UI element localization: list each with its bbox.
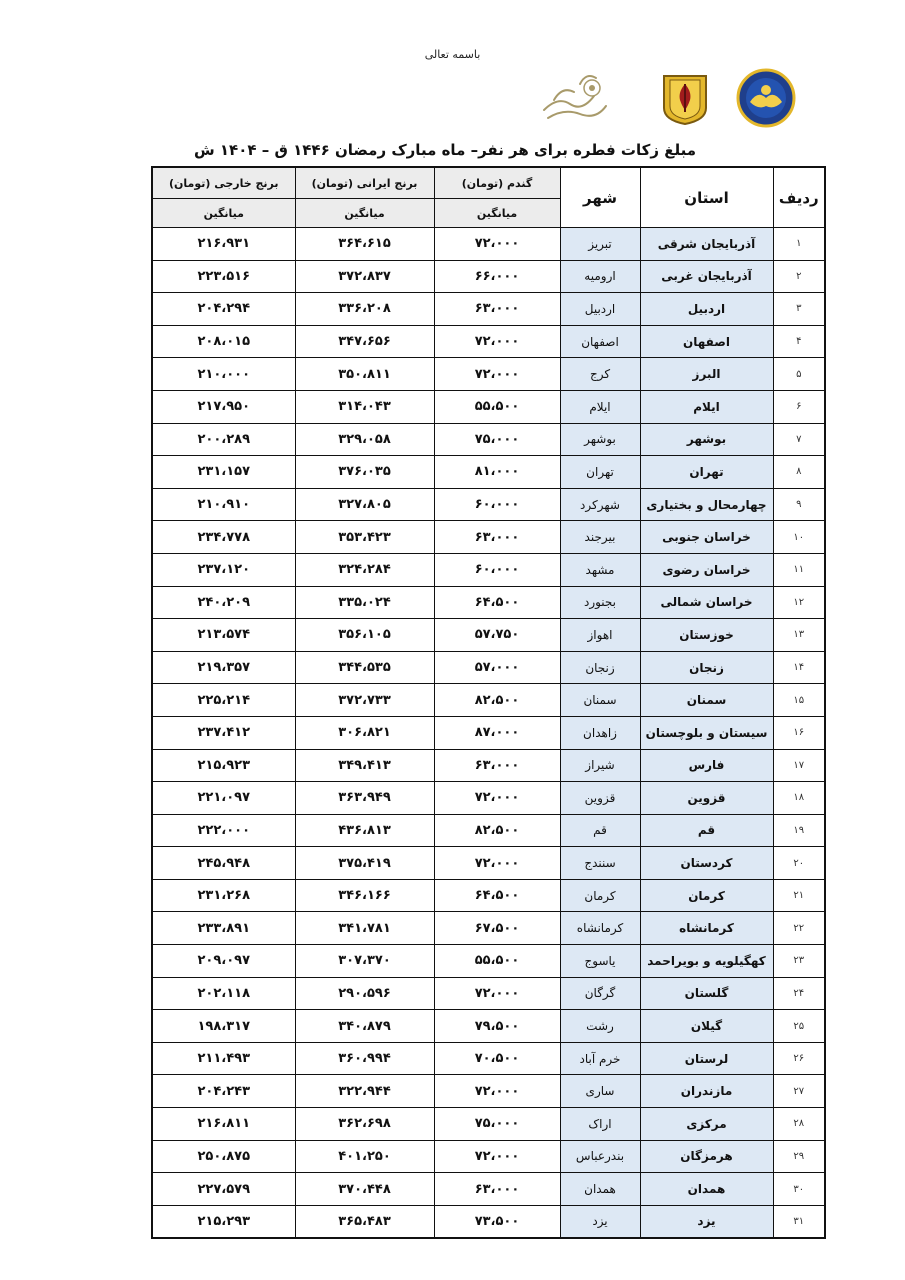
row-number: ۷ xyxy=(773,423,825,456)
foreign-rice-price-cell: ۲۱۰،۹۱۰ xyxy=(152,488,295,521)
foreign-rice-price-cell: ۲۰۰،۲۸۹ xyxy=(152,423,295,456)
table-row xyxy=(152,1205,825,1238)
province-cell: خراسان رضوی xyxy=(640,553,773,586)
zakat-table xyxy=(151,166,826,1239)
zakat-table-body xyxy=(152,228,825,1238)
province-cell: زنجان xyxy=(640,651,773,684)
city-cell: یاسوج xyxy=(560,945,640,978)
iranian-rice-price-cell: ۳۷۰،۴۴۸ xyxy=(295,1173,434,1206)
city-cell: بوشهر xyxy=(560,423,640,456)
city-cell: اردبیل xyxy=(560,293,640,326)
iranian-rice-price-cell: ۳۵۳،۴۲۳ xyxy=(295,521,434,554)
header-iranian-rice: برنج ایرانی (تومان) xyxy=(295,167,434,199)
row-number: ۲۴ xyxy=(773,977,825,1010)
table-row xyxy=(152,879,825,912)
row-number: ۲۲ xyxy=(773,912,825,945)
imam-khomeini-relief-logo xyxy=(736,68,796,128)
province-cell: گیلان xyxy=(640,1010,773,1043)
city-cell: بیرجند xyxy=(560,521,640,554)
header-foreign-rice-average: میانگین xyxy=(152,199,295,228)
foreign-rice-price-cell: ۲۱۷،۹۵۰ xyxy=(152,390,295,423)
city-cell: قم xyxy=(560,814,640,847)
city-cell: سنندج xyxy=(560,847,640,880)
row-number: ۲۰ xyxy=(773,847,825,880)
wheat-price-cell: ۷۵،۰۰۰ xyxy=(434,1108,560,1141)
city-cell: ساری xyxy=(560,1075,640,1108)
salutation: باسمه تعالی xyxy=(424,48,481,61)
city-cell: گرگان xyxy=(560,977,640,1010)
table-row xyxy=(152,977,825,1010)
table-row xyxy=(152,847,825,880)
table-row xyxy=(152,553,825,586)
table-row xyxy=(152,1010,825,1043)
province-cell: اصفهان xyxy=(640,325,773,358)
row-number: ۱۶ xyxy=(773,716,825,749)
header-wheat: گندم (تومان) xyxy=(434,167,560,199)
city-cell: بجنورد xyxy=(560,586,640,619)
foreign-rice-price-cell: ۲۳۱،۱۵۷ xyxy=(152,456,295,489)
foreign-rice-price-cell: ۱۹۸،۳۱۷ xyxy=(152,1010,295,1043)
wheat-price-cell: ۶۳،۰۰۰ xyxy=(434,1173,560,1206)
iranian-rice-price-cell: ۳۶۴،۶۱۵ xyxy=(295,228,434,261)
row-number: ۲۸ xyxy=(773,1108,825,1141)
province-cell: فارس xyxy=(640,749,773,782)
province-cell: هرمزگان xyxy=(640,1140,773,1173)
foreign-rice-price-cell: ۲۲۲،۰۰۰ xyxy=(152,814,295,847)
table-row xyxy=(152,814,825,847)
foreign-rice-price-cell: ۲۳۷،۴۱۲ xyxy=(152,716,295,749)
iranian-rice-price-cell: ۳۶۰،۹۹۴ xyxy=(295,1042,434,1075)
iranian-rice-price-cell: ۲۹۰،۵۹۶ xyxy=(295,977,434,1010)
wheat-price-cell: ۷۲،۰۰۰ xyxy=(434,358,560,391)
city-cell: مشهد xyxy=(560,553,640,586)
header-foreign-rice: برنج خارجی (تومان) xyxy=(152,167,295,199)
row-number: ۳ xyxy=(773,293,825,326)
table-row xyxy=(152,912,825,945)
row-number: ۱۴ xyxy=(773,651,825,684)
table-row xyxy=(152,619,825,652)
province-cell: سمنان xyxy=(640,684,773,717)
foreign-rice-price-cell: ۲۰۴،۲۴۳ xyxy=(152,1075,295,1108)
iranian-rice-price-cell: ۳۳۵،۰۲۴ xyxy=(295,586,434,619)
table-row xyxy=(152,586,825,619)
iranian-rice-price-cell: ۳۷۲،۸۳۷ xyxy=(295,260,434,293)
iranian-rice-price-cell: ۳۰۶،۸۲۱ xyxy=(295,716,434,749)
wheat-price-cell: ۷۹،۵۰۰ xyxy=(434,1010,560,1043)
wheat-price-cell: ۶۴،۵۰۰ xyxy=(434,586,560,619)
iranian-rice-price-cell: ۳۲۹،۰۵۸ xyxy=(295,423,434,456)
table-row xyxy=(152,684,825,717)
row-number: ۲۱ xyxy=(773,879,825,912)
calligraphy-logo xyxy=(540,66,612,130)
iranian-rice-price-cell: ۴۳۶،۸۱۳ xyxy=(295,814,434,847)
iranian-rice-price-cell: ۳۱۴،۰۴۳ xyxy=(295,390,434,423)
row-number: ۳۰ xyxy=(773,1173,825,1206)
row-number: ۱۳ xyxy=(773,619,825,652)
city-cell: زنجان xyxy=(560,651,640,684)
province-cell: تهران xyxy=(640,456,773,489)
foreign-rice-price-cell: ۲۳۱،۲۶۸ xyxy=(152,879,295,912)
province-cell: چهارمحال و بختیاری xyxy=(640,488,773,521)
province-cell: کرمانشاه xyxy=(640,912,773,945)
province-cell: آذربایجان شرقی xyxy=(640,228,773,261)
iranian-rice-price-cell: ۳۴۶،۱۶۶ xyxy=(295,879,434,912)
city-cell: کرمانشاه xyxy=(560,912,640,945)
iranian-rice-price-cell: ۳۰۷،۳۷۰ xyxy=(295,945,434,978)
iranian-rice-price-cell: ۳۶۲،۶۹۸ xyxy=(295,1108,434,1141)
row-number: ۴ xyxy=(773,325,825,358)
city-cell: تبریز xyxy=(560,228,640,261)
city-cell: قزوین xyxy=(560,782,640,815)
row-number: ۱۱ xyxy=(773,553,825,586)
foreign-rice-price-cell: ۲۴۵،۹۴۸ xyxy=(152,847,295,880)
wheat-price-cell: ۶۰،۰۰۰ xyxy=(434,553,560,586)
table-row xyxy=(152,1042,825,1075)
city-cell: شیراز xyxy=(560,749,640,782)
row-number: ۲۶ xyxy=(773,1042,825,1075)
wheat-price-cell: ۶۰،۰۰۰ xyxy=(434,488,560,521)
row-number: ۶ xyxy=(773,390,825,423)
foreign-rice-price-cell: ۲۱۹،۳۵۷ xyxy=(152,651,295,684)
table-row xyxy=(152,228,825,261)
header-iranian-rice-average: میانگین xyxy=(295,199,434,228)
province-cell: قم xyxy=(640,814,773,847)
table-row xyxy=(152,293,825,326)
table-row xyxy=(152,260,825,293)
wheat-price-cell: ۶۳،۰۰۰ xyxy=(434,293,560,326)
header-row-number: ردیف xyxy=(773,167,825,228)
province-cell: بوشهر xyxy=(640,423,773,456)
row-number: ۲۳ xyxy=(773,945,825,978)
row-number: ۲ xyxy=(773,260,825,293)
foreign-rice-price-cell: ۲۱۰،۰۰۰ xyxy=(152,358,295,391)
province-cell: ایلام xyxy=(640,390,773,423)
row-number: ۲۷ xyxy=(773,1075,825,1108)
province-cell: خوزستان xyxy=(640,619,773,652)
row-number: ۲۹ xyxy=(773,1140,825,1173)
table-row xyxy=(152,716,825,749)
province-cell: البرز xyxy=(640,358,773,391)
city-cell: کرمان xyxy=(560,879,640,912)
iranian-rice-price-cell: ۳۵۰،۸۱۱ xyxy=(295,358,434,391)
iranian-rice-price-cell: ۳۲۲،۹۴۴ xyxy=(295,1075,434,1108)
table-row xyxy=(152,456,825,489)
iranian-rice-price-cell: ۳۶۳،۹۴۹ xyxy=(295,782,434,815)
province-cell: کهگیلویه و بویراحمد xyxy=(640,945,773,978)
wheat-price-cell: ۶۳،۰۰۰ xyxy=(434,521,560,554)
wheat-price-cell: ۸۲،۵۰۰ xyxy=(434,814,560,847)
table-row xyxy=(152,325,825,358)
city-cell: اصفهان xyxy=(560,325,640,358)
row-number: ۳۱ xyxy=(773,1205,825,1238)
wheat-price-cell: ۷۰،۵۰۰ xyxy=(434,1042,560,1075)
wheat-price-cell: ۸۲،۵۰۰ xyxy=(434,684,560,717)
city-cell: زاهدان xyxy=(560,716,640,749)
city-cell: همدان xyxy=(560,1173,640,1206)
wheat-price-cell: ۵۵،۵۰۰ xyxy=(434,945,560,978)
city-cell: کرج xyxy=(560,358,640,391)
city-cell: ایلام xyxy=(560,390,640,423)
foreign-rice-price-cell: ۲۱۳،۵۷۴ xyxy=(152,619,295,652)
province-cell: مازندران xyxy=(640,1075,773,1108)
table-row xyxy=(152,1108,825,1141)
province-cell: کردستان xyxy=(640,847,773,880)
province-cell: همدان xyxy=(640,1173,773,1206)
header-province: استان xyxy=(640,167,773,228)
foreign-rice-price-cell: ۲۰۸،۰۱۵ xyxy=(152,325,295,358)
table-row xyxy=(152,1173,825,1206)
row-number: ۹ xyxy=(773,488,825,521)
wheat-price-cell: ۷۲،۰۰۰ xyxy=(434,1140,560,1173)
iranian-rice-price-cell: ۳۷۲،۷۳۳ xyxy=(295,684,434,717)
row-number: ۱ xyxy=(773,228,825,261)
province-cell: مرکزی xyxy=(640,1108,773,1141)
city-cell: اهواز xyxy=(560,619,640,652)
wheat-price-cell: ۷۲،۰۰۰ xyxy=(434,228,560,261)
header-wheat-average: میانگین xyxy=(434,199,560,228)
wheat-price-cell: ۷۳،۵۰۰ xyxy=(434,1205,560,1238)
city-cell: خرم آباد xyxy=(560,1042,640,1075)
iranian-rice-price-cell: ۳۴۷،۶۵۶ xyxy=(295,325,434,358)
city-cell: یزد xyxy=(560,1205,640,1238)
city-cell: رشت xyxy=(560,1010,640,1043)
iranian-rice-price-cell: ۳۳۶،۲۰۸ xyxy=(295,293,434,326)
city-cell: سمنان xyxy=(560,684,640,717)
header-city: شهر xyxy=(560,167,640,228)
table-row xyxy=(152,782,825,815)
document-title: مبلغ زکات فطره برای هر نفر– ماه مبارک رمضان ۱۴۴۶ ق – ۱۴۰۴ ش xyxy=(193,141,696,159)
foreign-rice-price-cell: ۲۲۵،۲۱۴ xyxy=(152,684,295,717)
iranian-rice-price-cell: ۳۷۶،۰۳۵ xyxy=(295,456,434,489)
foreign-rice-price-cell: ۲۴۰،۲۰۹ xyxy=(152,586,295,619)
province-cell: خراسان جنوبی xyxy=(640,521,773,554)
foreign-rice-price-cell: ۲۲۷،۵۷۹ xyxy=(152,1173,295,1206)
iranian-rice-price-cell: ۳۴۱،۷۸۱ xyxy=(295,912,434,945)
foreign-rice-price-cell: ۲۰۴،۲۹۴ xyxy=(152,293,295,326)
wheat-price-cell: ۷۲،۰۰۰ xyxy=(434,847,560,880)
foreign-rice-price-cell: ۲۳۷،۱۲۰ xyxy=(152,553,295,586)
wheat-price-cell: ۷۲،۰۰۰ xyxy=(434,325,560,358)
iran-emblem-logo xyxy=(660,70,710,126)
iranian-rice-price-cell: ۳۲۷،۸۰۵ xyxy=(295,488,434,521)
iranian-rice-price-cell: ۳۷۵،۴۱۹ xyxy=(295,847,434,880)
iranian-rice-price-cell: ۳۲۴،۲۸۴ xyxy=(295,553,434,586)
wheat-price-cell: ۷۲،۰۰۰ xyxy=(434,1075,560,1108)
wheat-price-cell: ۵۵،۵۰۰ xyxy=(434,390,560,423)
province-cell: اردبیل xyxy=(640,293,773,326)
foreign-rice-price-cell: ۲۵۰،۸۷۵ xyxy=(152,1140,295,1173)
city-cell: اراک xyxy=(560,1108,640,1141)
foreign-rice-price-cell: ۲۳۳،۸۹۱ xyxy=(152,912,295,945)
row-number: ۱۷ xyxy=(773,749,825,782)
foreign-rice-price-cell: ۲۰۹،۰۹۷ xyxy=(152,945,295,978)
wheat-price-cell: ۷۵،۰۰۰ xyxy=(434,423,560,456)
logo-strip xyxy=(540,66,800,130)
foreign-rice-price-cell: ۲۱۱،۴۹۳ xyxy=(152,1042,295,1075)
province-cell: آذربایجان غربی xyxy=(640,260,773,293)
row-number: ۸ xyxy=(773,456,825,489)
province-cell: یزد xyxy=(640,1205,773,1238)
foreign-rice-price-cell: ۲۱۶،۹۳۱ xyxy=(152,228,295,261)
wheat-price-cell: ۷۲،۰۰۰ xyxy=(434,977,560,1010)
row-number: ۱۲ xyxy=(773,586,825,619)
iranian-rice-price-cell: ۳۴۰،۸۷۹ xyxy=(295,1010,434,1043)
iranian-rice-price-cell: ۳۴۴،۵۳۵ xyxy=(295,651,434,684)
row-number: ۱۰ xyxy=(773,521,825,554)
foreign-rice-price-cell: ۲۱۵،۲۹۳ xyxy=(152,1205,295,1238)
foreign-rice-price-cell: ۲۰۲،۱۱۸ xyxy=(152,977,295,1010)
city-cell: شهرکرد xyxy=(560,488,640,521)
province-cell: خراسان شمالی xyxy=(640,586,773,619)
iranian-rice-price-cell: ۳۵۶،۱۰۵ xyxy=(295,619,434,652)
wheat-price-cell: ۷۲،۰۰۰ xyxy=(434,782,560,815)
row-number: ۱۵ xyxy=(773,684,825,717)
wheat-price-cell: ۵۷،۰۰۰ xyxy=(434,651,560,684)
wheat-price-cell: ۶۶،۰۰۰ xyxy=(434,260,560,293)
table-row xyxy=(152,488,825,521)
city-cell: تهران xyxy=(560,456,640,489)
province-cell: قزوین xyxy=(640,782,773,815)
table-row xyxy=(152,390,825,423)
foreign-rice-price-cell: ۲۳۴،۷۷۸ xyxy=(152,521,295,554)
province-cell: سیستان و بلوچستان xyxy=(640,716,773,749)
table-row xyxy=(152,749,825,782)
province-cell: کرمان xyxy=(640,879,773,912)
foreign-rice-price-cell: ۲۲۳،۵۱۶ xyxy=(152,260,295,293)
table-row xyxy=(152,423,825,456)
table-row xyxy=(152,1075,825,1108)
row-number: ۱۹ xyxy=(773,814,825,847)
wheat-price-cell: ۵۷،۷۵۰ xyxy=(434,619,560,652)
row-number: ۵ xyxy=(773,358,825,391)
table-row xyxy=(152,945,825,978)
wheat-price-cell: ۶۷،۵۰۰ xyxy=(434,912,560,945)
foreign-rice-price-cell: ۲۲۱،۰۹۷ xyxy=(152,782,295,815)
row-number: ۱۸ xyxy=(773,782,825,815)
foreign-rice-price-cell: ۲۱۵،۹۲۳ xyxy=(152,749,295,782)
province-cell: لرستان xyxy=(640,1042,773,1075)
iranian-rice-price-cell: ۳۶۵،۴۸۳ xyxy=(295,1205,434,1238)
table-row xyxy=(152,521,825,554)
iranian-rice-price-cell: ۴۰۱،۲۵۰ xyxy=(295,1140,434,1173)
wheat-price-cell: ۸۷،۰۰۰ xyxy=(434,716,560,749)
wheat-price-cell: ۸۱،۰۰۰ xyxy=(434,456,560,489)
row-number: ۲۵ xyxy=(773,1010,825,1043)
table-row xyxy=(152,358,825,391)
table-row xyxy=(152,651,825,684)
table-row xyxy=(152,1140,825,1173)
city-cell: ارومیه xyxy=(560,260,640,293)
wheat-price-cell: ۶۴،۵۰۰ xyxy=(434,879,560,912)
province-cell: گلستان xyxy=(640,977,773,1010)
foreign-rice-price-cell: ۲۱۶،۸۱۱ xyxy=(152,1108,295,1141)
city-cell: بندرعباس xyxy=(560,1140,640,1173)
iranian-rice-price-cell: ۳۴۹،۴۱۳ xyxy=(295,749,434,782)
wheat-price-cell: ۶۳،۰۰۰ xyxy=(434,749,560,782)
